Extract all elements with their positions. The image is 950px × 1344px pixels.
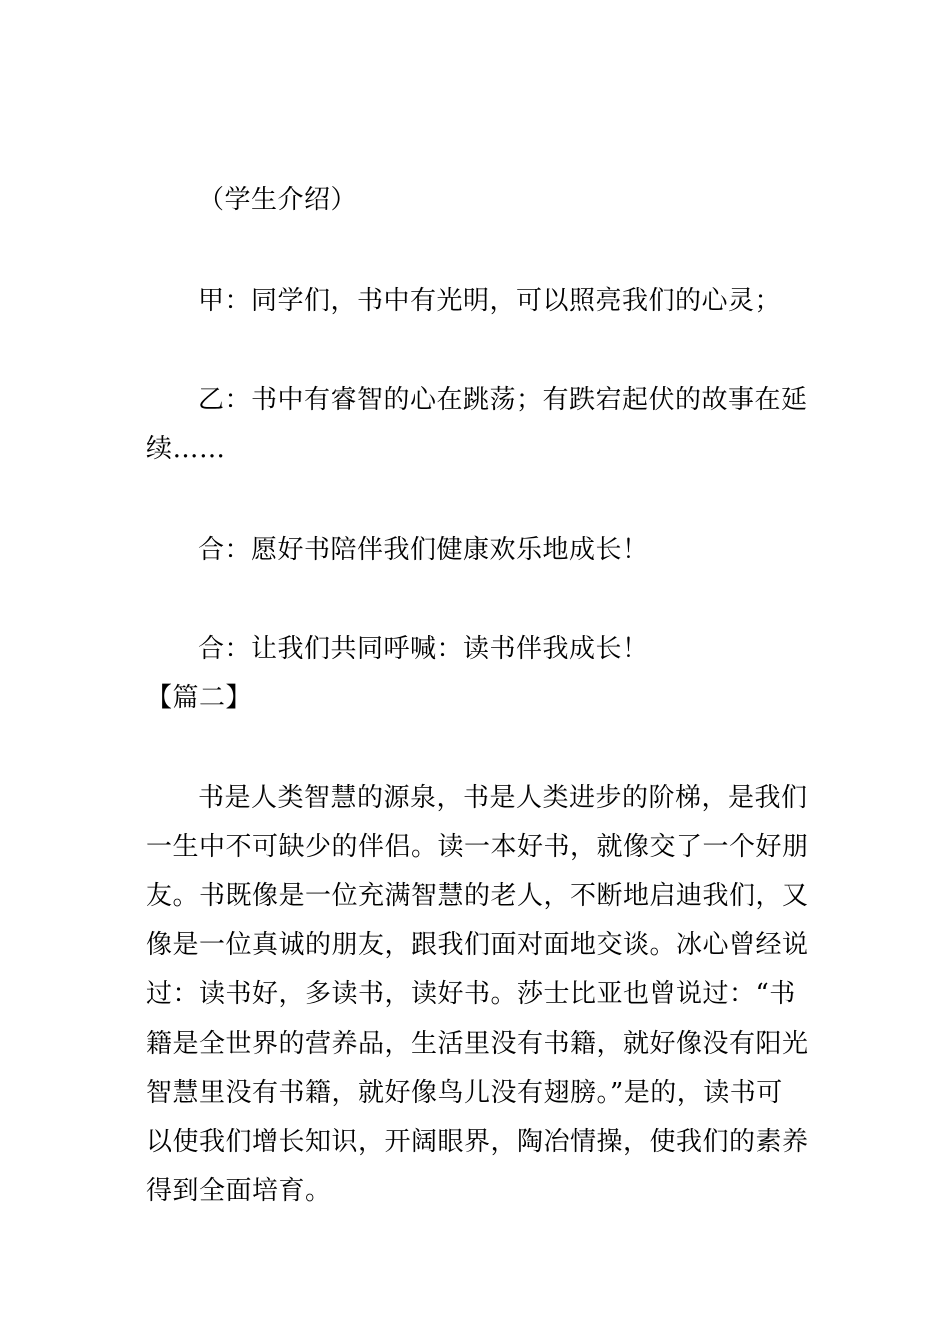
paragraph-line: 像是一位真诚的朋友，跟我们面对面地交谈。冰心曾经说	[146, 930, 809, 960]
paragraph-line: 智慧里没有书籍，就好像鸟儿没有翅膀。”是的，读书可	[146, 1078, 783, 1108]
paragraph-line: 过：读书好，多读书，读好书。莎士比亚也曾说过：“书	[146, 979, 796, 1009]
paragraph-line: 籍是全世界的营养品，生活里没有书籍，就好像没有阳光	[146, 1029, 809, 1059]
section-heading: 【篇二】	[146, 683, 253, 713]
dialogue-line-jia: 甲：同学们，书中有光明，可以照亮我们的心灵；	[198, 286, 782, 316]
paragraph-line: 得到全面培育。	[146, 1176, 332, 1206]
dialogue-line-yi: 乙：书中有睿智的心在跳荡；有跌宕起伏的故事在延	[198, 385, 808, 415]
dialogue-line-he: 合：愿好书陪伴我们健康欢乐地成长！	[198, 535, 649, 565]
dialogue-line-yi-continued: 续……	[146, 434, 226, 464]
dialogue-line-he-call: 合：让我们共同呼喊：读书伴我成长！	[198, 634, 649, 664]
intro-line: （学生介绍）	[198, 185, 358, 215]
paragraph-line: 以使我们增长知识，开阔眼界，陶冶情操，使我们的素养	[146, 1127, 809, 1157]
paragraph-line: 书是人类智慧的源泉，书是人类进步的阶梯，是我们	[198, 783, 808, 813]
paragraph-line: 一生中不可缺少的伴侣。读一本好书，就像交了一个好朋	[146, 832, 809, 862]
paragraph-line: 友。书既像是一位充满智慧的老人，不断地启迪我们，又	[146, 881, 809, 911]
